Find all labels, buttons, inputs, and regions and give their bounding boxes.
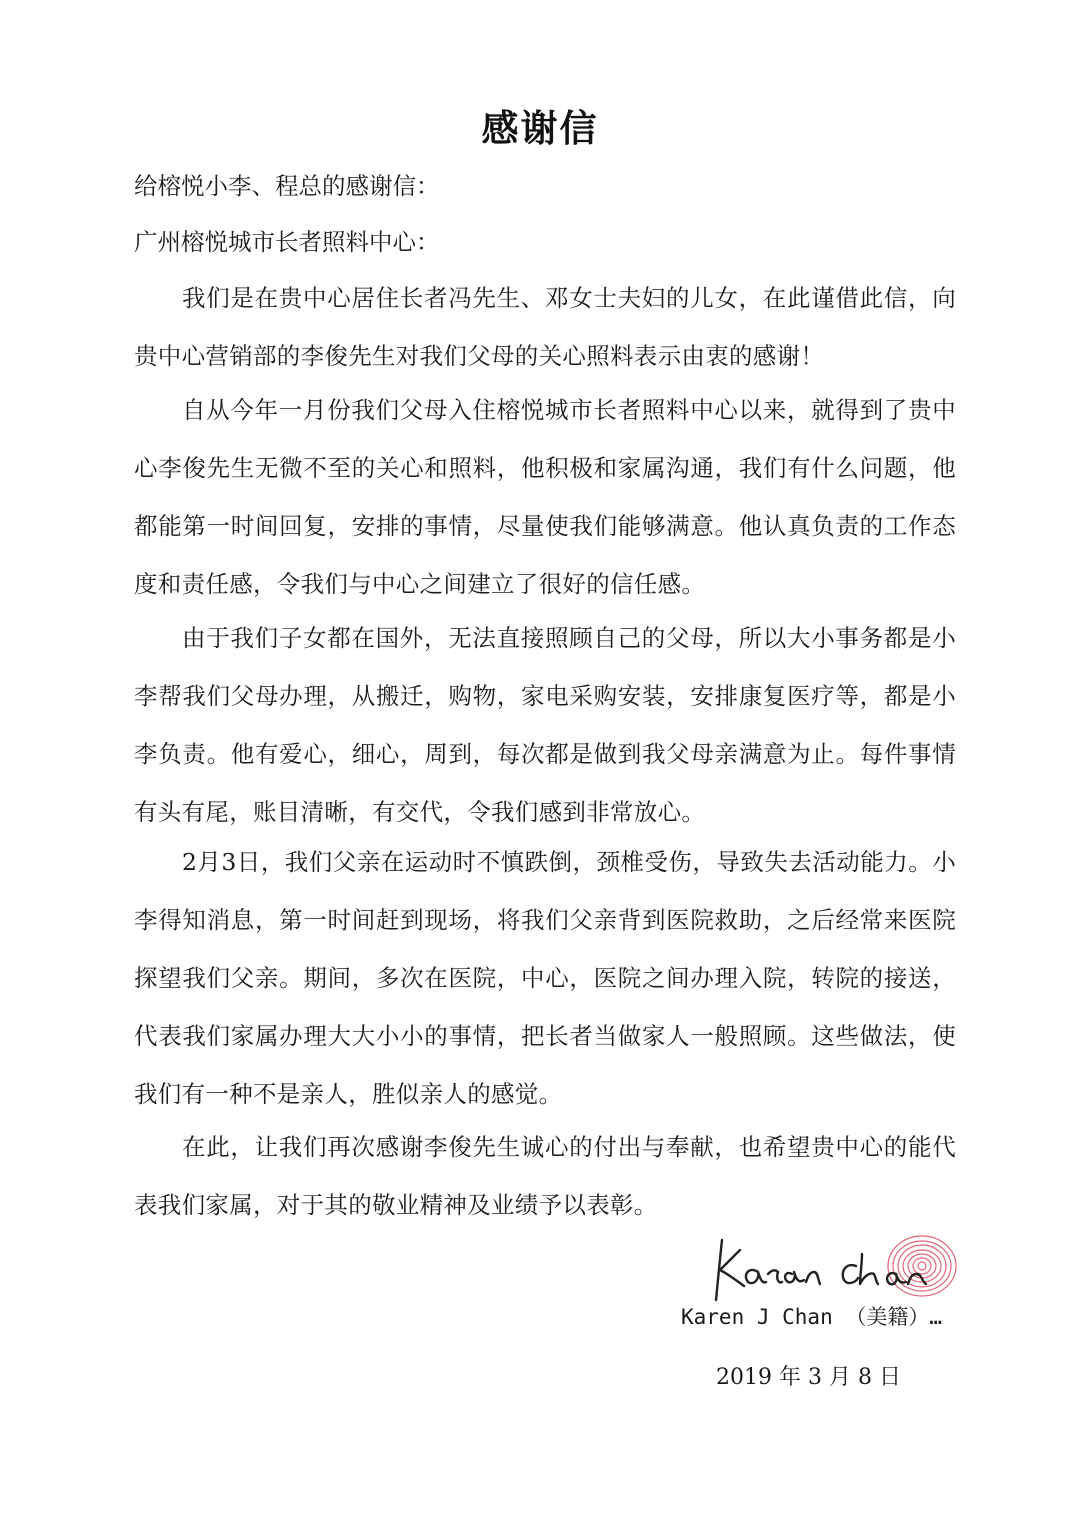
- signer-name: Karen J Chan （美籍）…: [681, 1305, 943, 1329]
- signature-block: [700, 1228, 970, 1308]
- letter-salutation: 广州榕悦城市长者照料中心：: [134, 228, 440, 256]
- letter-paragraph-4: 2月3日，我们父亲在运动时不慎跌倒，颈椎受伤，导致失去活动能力。小李得知消息，第一时间赶到现场，将我们父亲背到医院救助，之后经常来医院探望我们父亲。期间，多次在医院，中心，医院之间办理入院，转院的接送，代表我们家属办理大大小小的事情，把长者当做家人一般照顾。这些做法，使我们有一种不是亲人，胜似亲人的感觉。: [134, 848, 956, 1108]
- fingerprint-stamp: [888, 1236, 956, 1296]
- letter-paragraph-2: 自从今年一月份我们父母入住榕悦城市长者照料中心以来，就得到了贵中心李俊先生无微不至的关心和照料，他积极和家属沟通，我们有什么问题，他都能第一时间回复，安排的事情，尽量使我们能够满意。他认真负责的工作态度和责任感，令我们与中心之间建立了很好的信任感。: [134, 396, 956, 598]
- letter-paragraph-3: 由于我们子女都在国外，无法直接照顾自己的父母，所以大小事务都是小李帮我们父母办理，从搬迁，购物，家电采购安装，安排康复医疗等，都是小李负责。他有爱心，细心，周到，每次都是做到我父母亲满意为止。每件事情有头有尾，账目清晰，有交代，令我们感到非常放心。: [134, 624, 956, 826]
- letter-date: 2019 年 3 月 8 日: [716, 1365, 901, 1390]
- signature-karen: [716, 1240, 820, 1300]
- letter-paragraph-1: 我们是在贵中心居住长者冯先生、邓女士夫妇的儿女，在此谨借此信，向贵中心营销部的李俊先生对我们父母的关心照料表示由衷的感谢！: [134, 284, 956, 370]
- letter-paragraph-5: 在此，让我们再次感谢李俊先生诚心的付出与奉献，也希望贵中心的能代表我们家属，对于其的敬业精神及业绩予以表彰。: [134, 1133, 956, 1219]
- letter-title: 感谢信: [481, 107, 599, 150]
- handwritten-signature: [700, 1228, 970, 1308]
- letter-heading: 给榕悦小李、程总的感谢信：: [134, 172, 440, 200]
